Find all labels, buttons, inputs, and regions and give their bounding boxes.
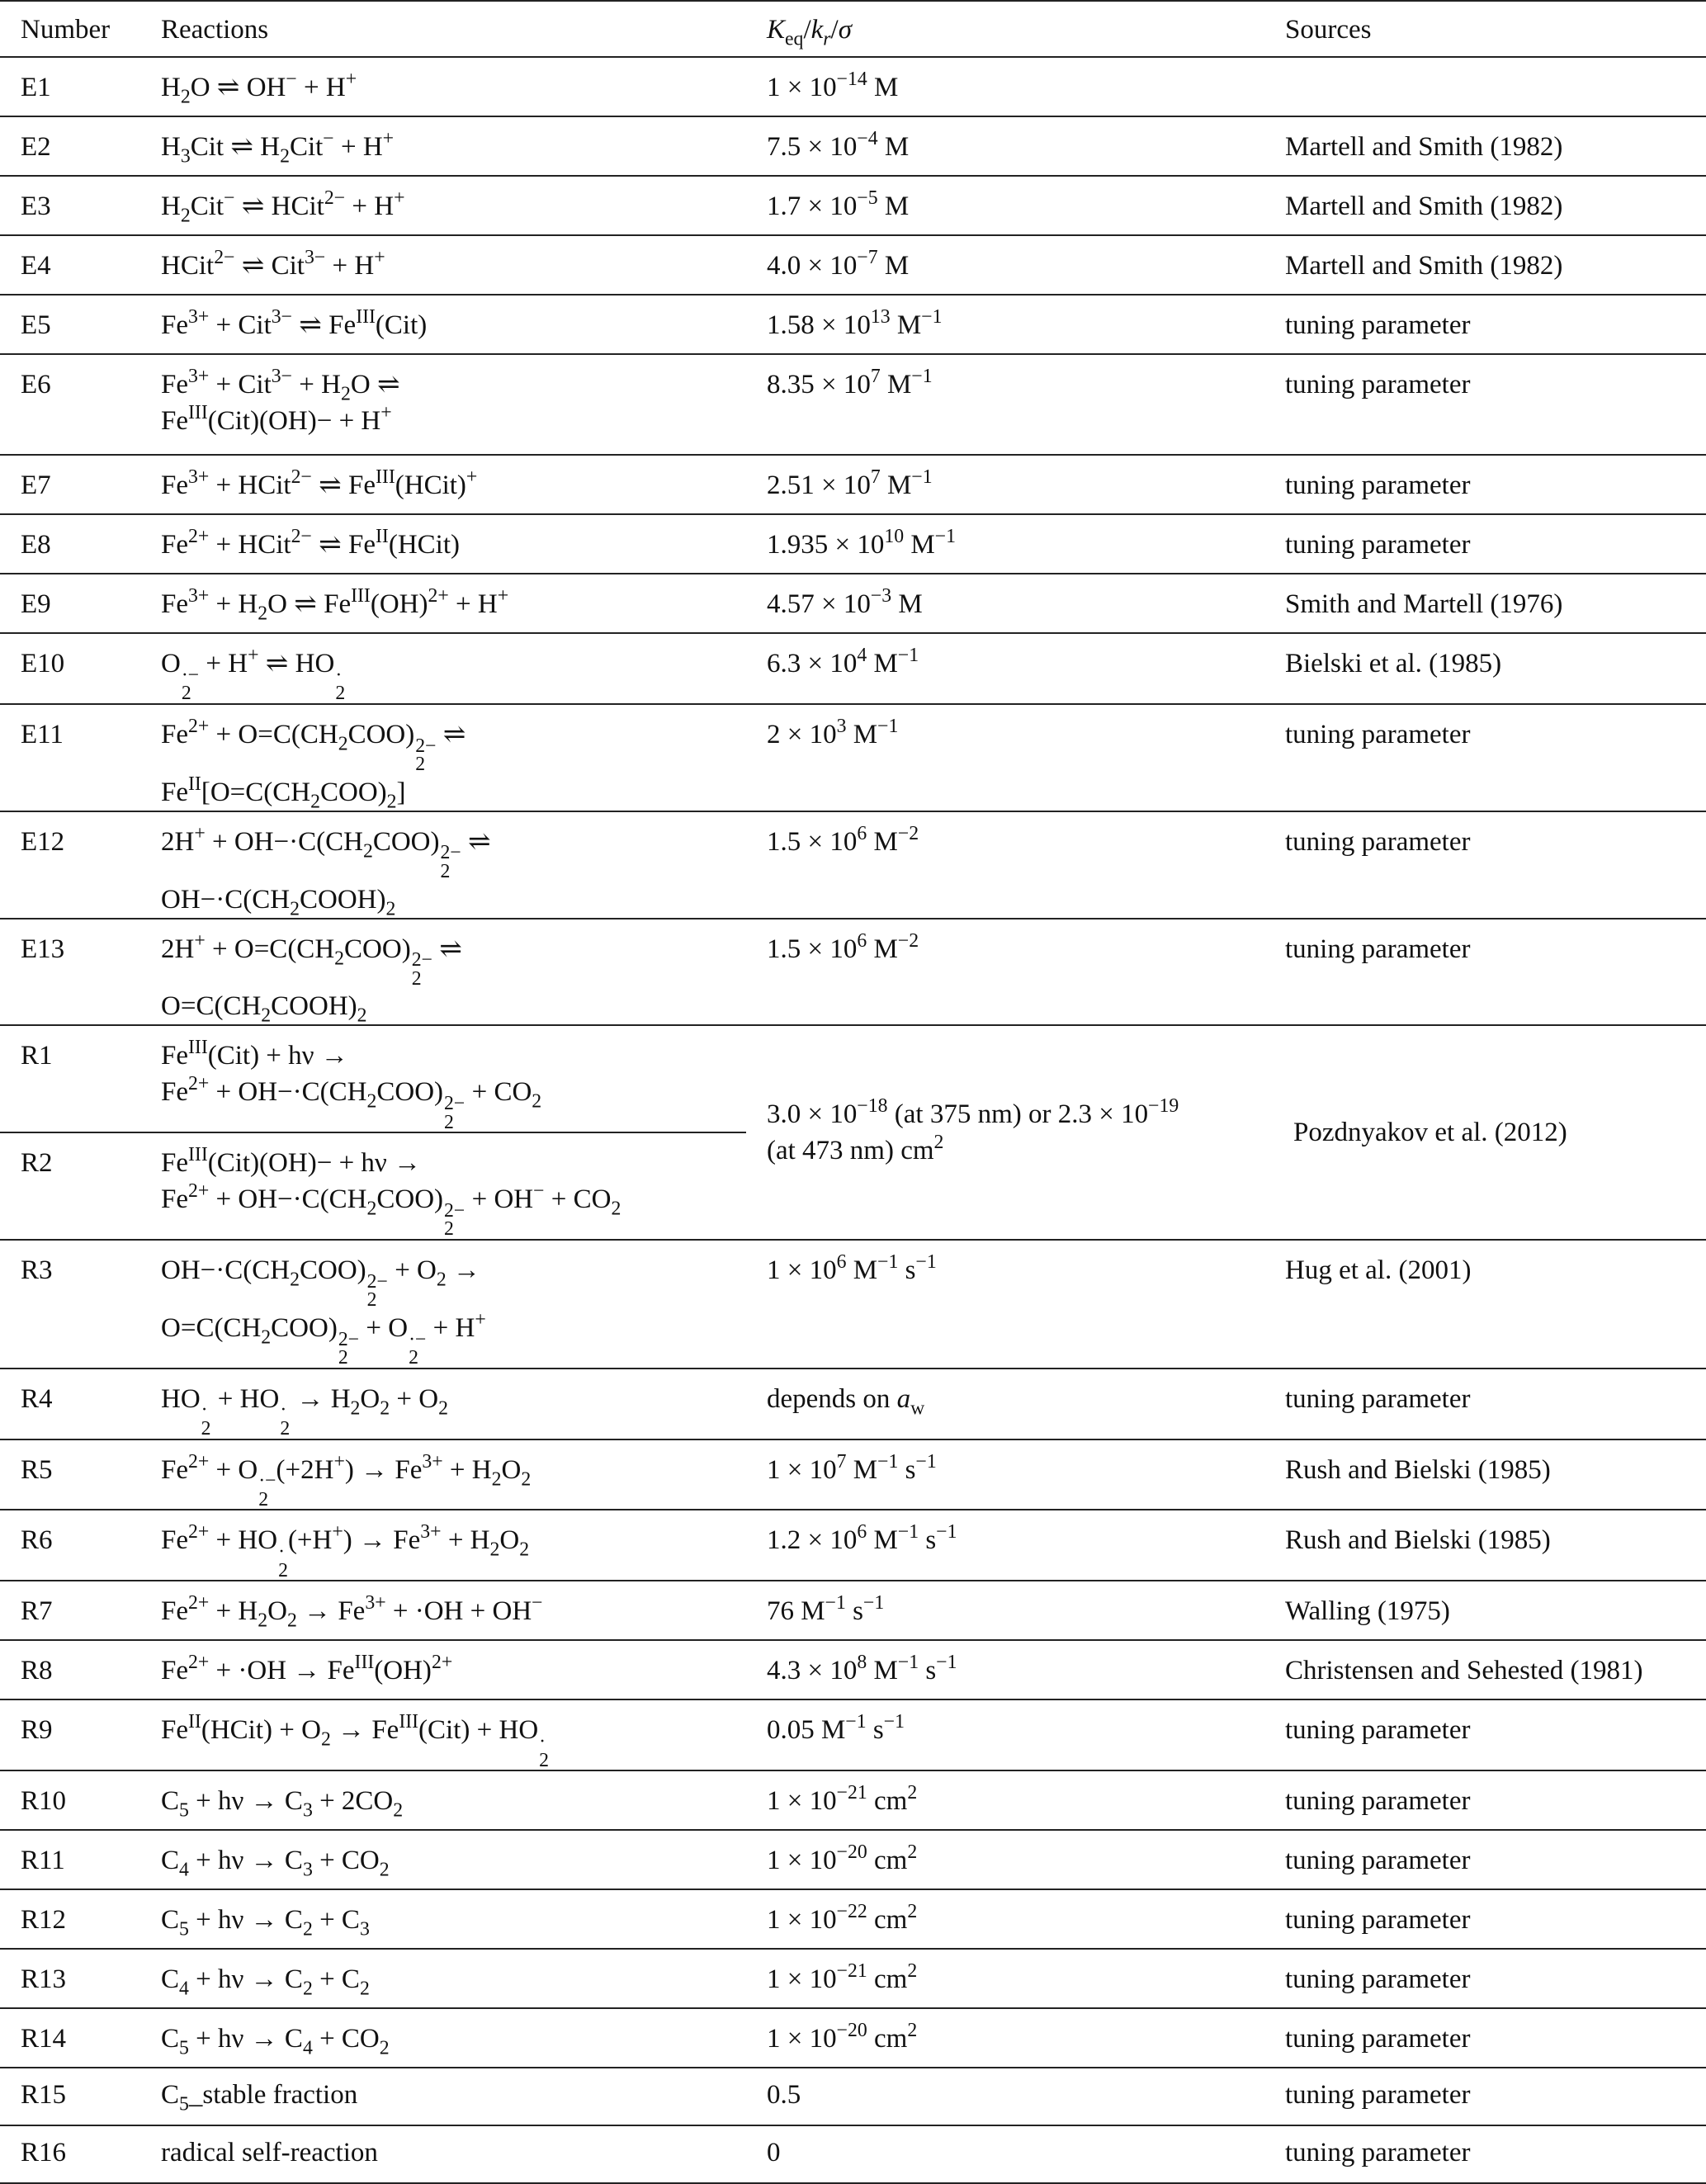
source-citation: tuning parameter bbox=[1264, 1770, 1706, 1830]
reaction-equation bbox=[140, 57, 746, 116]
formula-line: $H_2Cit^-$ ⇌ HCit$^{2-}$ + H+ bbox=[161, 187, 405, 227]
table-row bbox=[0, 2008, 1706, 2068]
source-citation: tuning parameter bbox=[1264, 2125, 1706, 2183]
reaction-equation bbox=[140, 919, 746, 1026]
reaction-equation bbox=[140, 1581, 746, 1640]
formula-line: $Fe^{2+} + \cdot OH \to Fe^{III}(OH)^{2+}$ bbox=[161, 1652, 453, 1686]
table-row bbox=[0, 354, 1706, 455]
reaction-number: R7 bbox=[0, 1581, 140, 1640]
source-citation: Rush and Bielski (1985) bbox=[1264, 1510, 1706, 1581]
table-row bbox=[0, 919, 1706, 1026]
table-row bbox=[0, 235, 1706, 295]
reaction-equation bbox=[140, 811, 746, 919]
source-citation: tuning parameter bbox=[1264, 1699, 1706, 1770]
reaction-number: R15 bbox=[0, 2068, 140, 2125]
formula-line: (at 473 nm) $cm^2$ bbox=[767, 1132, 944, 1166]
formula-line: $OH-\cdot C(CH_2COO)$ 2− 2 + $O_2$ → bbox=[161, 1255, 481, 1312]
reaction-equation bbox=[140, 235, 746, 295]
table-row bbox=[0, 1770, 1706, 1830]
table-row bbox=[0, 1640, 1706, 1699]
formula-line: $Fe^{2+}$ + HCit$^{2-}$ ⇌ $Fe^{II}(HCit)$ bbox=[161, 525, 461, 560]
reaction-number: R5 bbox=[0, 1439, 140, 1510]
header-row bbox=[0, 1, 1706, 57]
source-citation: Walling (1975) bbox=[1264, 1581, 1706, 1640]
rate-constant: 76 $M^{-1}$ $s^{-1}$ bbox=[746, 1581, 1264, 1640]
formula-line: $Fe^{2+} + OH-\cdot C(CH_2COO)$ 2− 2 + $OH^- + CO_2$ bbox=[161, 1180, 621, 1241]
reaction-number: R13 bbox=[0, 1949, 140, 2008]
reaction-equation bbox=[140, 1439, 746, 1510]
formula-line: $2H^+ + O=C(CH_2COO)$ 2− 2 ⇌ bbox=[161, 929, 462, 990]
table-row bbox=[0, 1581, 1706, 1640]
reaction-number: R14 bbox=[0, 2008, 140, 2068]
reaction-equation bbox=[140, 116, 746, 176]
table-row bbox=[0, 1369, 1706, 1439]
formula-line: $Fe^{II}(HCit) + O_2 \to Fe^{III}(Cit)$ + HO · 2 bbox=[161, 1711, 550, 1771]
table-row bbox=[0, 116, 1706, 176]
reaction-equation bbox=[140, 1510, 746, 1581]
reaction-equation bbox=[140, 1770, 746, 1830]
formula-line: O ·− 2 + H+ ⇌ HO · 2 bbox=[161, 644, 346, 705]
source-citation: Christensen and Sehested (1981) bbox=[1264, 1640, 1706, 1699]
formula-line: $C_5 + h\nu \to C_4 + CO_2$ bbox=[161, 2024, 390, 2059]
table-row bbox=[0, 57, 1706, 116]
reaction-equation bbox=[140, 1369, 746, 1439]
source-citation: Martell and Smith (1982) bbox=[1264, 176, 1706, 235]
table-body bbox=[0, 57, 1706, 2183]
reaction-number: R10 bbox=[0, 1770, 140, 1830]
reaction-number: E1 bbox=[0, 57, 140, 116]
reaction-equation bbox=[140, 455, 746, 514]
formula-line: $Fe^{2+}$ + HO · 2 $(+H^+) \to Fe^{3+} + H_2O_2$ bbox=[161, 1521, 530, 1581]
source-citation: tuning parameter bbox=[1264, 919, 1706, 1026]
source-citation: Smith and Martell (1976) bbox=[1264, 574, 1706, 633]
table-row bbox=[0, 1830, 1706, 1889]
rate-constant: $4.57 \times 10^{-3}$ M bbox=[746, 574, 1264, 633]
reaction-number: E7 bbox=[0, 455, 140, 514]
table-row bbox=[0, 1240, 1706, 1369]
rate-constant: $1.935 \times 10^{10}$ $M^{-1}$ bbox=[746, 514, 1264, 574]
source-citation: tuning parameter bbox=[1264, 1369, 1706, 1439]
rate-constant: $1 \times 10^{-20}$ $cm^2$ bbox=[746, 1830, 1264, 1889]
rate-constant: depends on $a_w$ bbox=[746, 1369, 1264, 1439]
formula-line: $O=C(CH_2COO)$ 2− 2 + O ·− 2 + H+ bbox=[161, 1308, 486, 1369]
reaction-equation bbox=[140, 1025, 746, 1132]
formula-line: $Fe^{II}[O=C(CH_2COO)_2]$ bbox=[161, 773, 406, 812]
rate-constant: $4.3 \times 10^8$ $M^{-1}$ $s^{-1}$ bbox=[746, 1640, 1264, 1699]
formula-line: $Fe^{III}(Cit) + h\nu$ → bbox=[161, 1037, 348, 1071]
reaction-equation bbox=[140, 2068, 746, 2125]
reaction-number: E6 bbox=[0, 354, 140, 455]
reaction-equation bbox=[140, 354, 746, 455]
formula-line: $C_5\_stable$ fraction bbox=[161, 2080, 358, 2115]
source-citation: tuning parameter bbox=[1264, 455, 1706, 514]
rate-constant: $1.7 \times 10^{-5}$ M bbox=[746, 176, 1264, 235]
reaction-equation bbox=[140, 1830, 746, 1889]
source-citation: tuning parameter bbox=[1264, 704, 1706, 811]
reaction-number: E10 bbox=[0, 633, 140, 704]
formula-line: $C_5 + h\nu \to C_2 + C_3$ bbox=[161, 1905, 370, 1941]
formula-line: $C_4 + h\nu \to C_2 + C_2$ bbox=[161, 1964, 370, 2000]
formula-line: radical self-reaction bbox=[161, 2138, 378, 2168]
source-citation: tuning parameter bbox=[1264, 354, 1706, 455]
source-citation: tuning parameter bbox=[1264, 1949, 1706, 2008]
reaction-equation bbox=[140, 574, 746, 633]
table-row bbox=[0, 633, 1706, 704]
rate-constant: $2 \times 10^3$ $M^{-1}$ bbox=[746, 704, 1264, 811]
formula-line: HCit$^{2-}$ ⇌ Cit$^{3-}$ + H+ bbox=[161, 246, 385, 281]
reaction-number: R3 bbox=[0, 1240, 140, 1369]
table-row bbox=[0, 1510, 1706, 1581]
header-constant: $K_{eq}/k_r/\sigma$ bbox=[746, 1, 1264, 57]
rate-constant: $1 \times 10^6$ $M^{-1}$ $s^{-1}$ bbox=[746, 1240, 1264, 1369]
rate-constant: 0 bbox=[746, 2125, 1264, 2183]
source-citation: Bielski et al. (1985) bbox=[1264, 633, 1706, 704]
header-sources: Sources bbox=[1264, 1, 1706, 57]
formula-line: $Fe^{2+} + O$ ·− 2 $(+2H^+) \to Fe^{3+} + H_2O_2$ bbox=[161, 1450, 532, 1510]
reaction-equation bbox=[140, 1132, 746, 1240]
table-row bbox=[0, 2068, 1706, 2125]
reaction-equation bbox=[140, 704, 746, 811]
reaction-equation bbox=[140, 1949, 746, 2008]
header-reactions: Reactions bbox=[140, 1, 746, 57]
source-citation: tuning parameter bbox=[1264, 1889, 1706, 1949]
table-row bbox=[0, 514, 1706, 574]
reaction-equation bbox=[140, 2125, 746, 2183]
rate-constant: $7.5 \times 10^{-4}$ M bbox=[746, 116, 1264, 176]
table-row bbox=[0, 1025, 1706, 1132]
reaction-number: R2 bbox=[0, 1132, 140, 1240]
header-number: Number bbox=[0, 1, 140, 57]
table-row bbox=[0, 2125, 1706, 2183]
table-row bbox=[0, 455, 1706, 514]
formula-line: HO · 2 + HO · 2 → $H_2O_2 + O_2$ bbox=[161, 1383, 448, 1440]
formula-line: $H_3Cit$ ⇌ $H_2Cit^- + H^+$ bbox=[161, 127, 395, 168]
table-row bbox=[0, 1439, 1706, 1510]
rate-constant: $2.51 \times 10^7$ $M^{-1}$ bbox=[746, 455, 1264, 514]
rate-constant: $1 \times 10^{-22}$ $cm^2$ bbox=[746, 1889, 1264, 1949]
formula-line: $Fe^{3+} + Cit^{3-} + H_2O$ ⇌ bbox=[161, 365, 400, 405]
source-citation: Rush and Bielski (1985) bbox=[1264, 1439, 1706, 1510]
formula-line: $Fe^{2+} + OH-\cdot C(CH_2COO)$ 2− 2 + $CO_2$ bbox=[161, 1073, 542, 1133]
reaction-equation bbox=[140, 295, 746, 354]
reaction-equation bbox=[140, 1889, 746, 1949]
source-citation: tuning parameter bbox=[1264, 295, 1706, 354]
table-row bbox=[0, 295, 1706, 354]
table-row bbox=[0, 811, 1706, 919]
reaction-number: E2 bbox=[0, 116, 140, 176]
formula-line: $Fe^{3+}$ + HCit$^{2-}$ ⇌ $Fe^{III}(HCit)^+$ bbox=[161, 466, 478, 500]
rate-constant: $1 \times 10^{-20}$ $cm^2$ bbox=[746, 2008, 1264, 2068]
reaction-equation bbox=[140, 1699, 746, 1770]
reaction-number: R6 bbox=[0, 1510, 140, 1581]
reaction-equation bbox=[140, 176, 746, 235]
reaction-equation bbox=[140, 514, 746, 574]
reaction-equation bbox=[140, 2008, 746, 2068]
formula-line: $2H^+ + OH-\cdot C(CH_2COO)$ 2− 2 ⇌ bbox=[161, 822, 491, 882]
table-row bbox=[0, 704, 1706, 811]
formula-line: $Fe^{3+} + Cit^{3-}$ ⇌ $Fe^{III}(Cit)$ bbox=[161, 305, 428, 340]
source-citation: tuning parameter bbox=[1264, 1830, 1706, 1889]
reaction-number: R16 bbox=[0, 2125, 140, 2183]
rate-constant: $1.2 \times 10^6$ $M^{-1}$ $s^{-1}$ bbox=[746, 1510, 1264, 1581]
rate-constant: $1 \times 10^{-14}$ M bbox=[746, 57, 1264, 116]
formula-line: $3.0 \times 10^{-18}$ (at 375 nm) or $2.3 \times 10^{-19}$ bbox=[767, 1095, 1179, 1130]
source-citation bbox=[1264, 57, 1706, 116]
table-row bbox=[0, 1699, 1706, 1770]
formula-line: $OH-\cdot C(CH_2COOH)_2$ bbox=[161, 884, 396, 919]
reaction-number: R12 bbox=[0, 1889, 140, 1949]
reaction-number: R1 bbox=[0, 1025, 140, 1132]
formula-line: $Fe^{III}(Cit)(OH)- + h\nu$ → bbox=[161, 1144, 422, 1179]
reaction-number: E13 bbox=[0, 919, 140, 1026]
reaction-number: E11 bbox=[0, 704, 140, 811]
reaction-equation bbox=[140, 633, 746, 704]
rate-constant: $1 \times 10^7$ $M^{-1}$ $s^{-1}$ bbox=[746, 1439, 1264, 1510]
rate-constant: $1.5 \times 10^6$ $M^{-2}$ bbox=[746, 919, 1264, 1026]
source-citation: Pozdnyakov et al. (2012) bbox=[1264, 1025, 1706, 1240]
rate-constant: $1 \times 10^{-21}$ $cm^2$ bbox=[746, 1949, 1264, 2008]
reaction-number: E4 bbox=[0, 235, 140, 295]
rate-constant: $1.58 \times 10^{13}$ $M^{-1}$ bbox=[746, 295, 1264, 354]
rate-constant: 0.5 bbox=[746, 2068, 1264, 2125]
rate-constant: $1.5 \times 10^6$ $M^{-2}$ bbox=[746, 811, 1264, 919]
rate-constant: $6.3 \times 10^4$ $M^{-1}$ bbox=[746, 633, 1264, 704]
reaction-number: R11 bbox=[0, 1830, 140, 1889]
rate-constant: $8.35 \times 10^7$ $M^{-1}$ bbox=[746, 354, 1264, 455]
source-citation: tuning parameter bbox=[1264, 2068, 1706, 2125]
reaction-number: E9 bbox=[0, 574, 140, 633]
formula-line: $H_2O$ ⇌ OH− + H+ bbox=[161, 68, 357, 108]
formula-line: $Fe^{3+} + H_2O$ ⇌ $Fe^{III}(OH)^{2+} + H^+$ bbox=[161, 584, 509, 625]
reaction-number: R9 bbox=[0, 1699, 140, 1770]
formula-line: $Fe^{2+} + H_2O_2 \to Fe^{3+} + \cdot OH + OH^-$ bbox=[161, 1592, 543, 1632]
source-citation: tuning parameter bbox=[1264, 811, 1706, 919]
reaction-number: E12 bbox=[0, 811, 140, 919]
table-row bbox=[0, 574, 1706, 633]
source-citation: Martell and Smith (1982) bbox=[1264, 235, 1706, 295]
rate-constant: $1 \times 10^{-21}$ $cm^2$ bbox=[746, 1770, 1264, 1830]
reaction-number: E8 bbox=[0, 514, 140, 574]
formula-line: $Fe^{III}(Cit)(OH)- + H^+$ bbox=[161, 401, 392, 436]
source-citation: Hug et al. (2001) bbox=[1264, 1240, 1706, 1369]
reaction-number: R8 bbox=[0, 1640, 140, 1699]
formula-line: $Fe^{2+} + O=C(CH_2COO)$ 2− 2 ⇌ bbox=[161, 715, 466, 776]
formula-line: $C_5 + h\nu \to C_3 + 2CO_2$ bbox=[161, 1786, 404, 1822]
source-citation: tuning parameter bbox=[1264, 2008, 1706, 2068]
formula-line: $O=C(CH_2COOH)_2$ bbox=[161, 991, 367, 1027]
reaction-number: E3 bbox=[0, 176, 140, 235]
rate-constant: $4.0 \times 10^{-7}$ M bbox=[746, 235, 1264, 295]
rate-constant bbox=[746, 1025, 1264, 1240]
table-row bbox=[0, 176, 1706, 235]
table-row bbox=[0, 1889, 1706, 1949]
reaction-equation bbox=[140, 1240, 746, 1369]
table-row bbox=[0, 1949, 1706, 2008]
rate-constant: 0.05 $M^{-1}$ $s^{-1}$ bbox=[746, 1699, 1264, 1770]
reaction-number: E5 bbox=[0, 295, 140, 354]
reaction-number: R4 bbox=[0, 1369, 140, 1439]
source-citation: tuning parameter bbox=[1264, 514, 1706, 574]
source-citation: Martell and Smith (1982) bbox=[1264, 116, 1706, 176]
reaction-equation bbox=[140, 1640, 746, 1699]
formula-line: $C_4 + h\nu \to C_3 + CO_2$ bbox=[161, 1846, 390, 1881]
